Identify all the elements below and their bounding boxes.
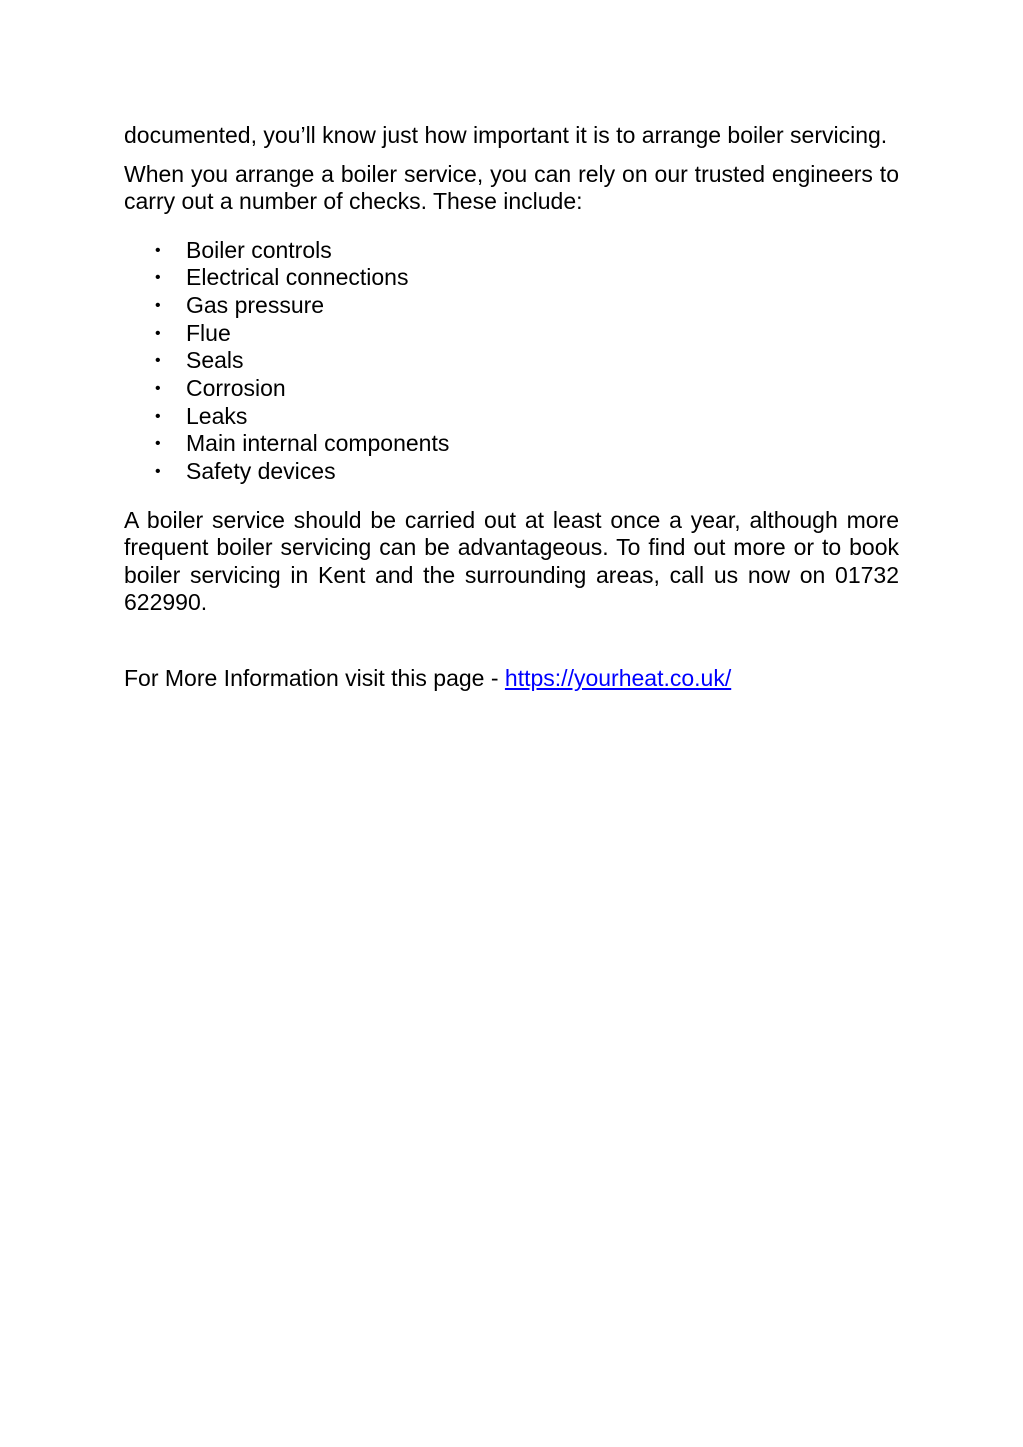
document-page bbox=[124, 122, 899, 692]
list-item bbox=[124, 430, 899, 458]
list-item-label: Gas pressure bbox=[186, 291, 325, 318]
list-item-label: Flue bbox=[186, 319, 231, 346]
list-item-label: Corrosion bbox=[186, 374, 286, 401]
bullet-icon: • bbox=[155, 269, 161, 287]
list-item bbox=[124, 458, 899, 486]
list-item-label: Electrical connections bbox=[186, 264, 409, 291]
list-item-label: Seals bbox=[186, 347, 244, 374]
bullet-icon: • bbox=[155, 463, 161, 480]
list-item bbox=[124, 375, 899, 403]
list-item bbox=[124, 264, 899, 292]
list-item bbox=[124, 292, 899, 320]
bullet-icon: • bbox=[155, 296, 161, 314]
closing-paragraph: A boiler service should be carried out at least once a year, although more frequent boiler servicing can be advantageous. To find out more or to book boiler servicing in Kent and the surrounding areas, call us now on 01732 622990. bbox=[124, 506, 899, 616]
more-info-line bbox=[124, 665, 899, 693]
bullet-icon: • bbox=[155, 379, 161, 397]
bullet-icon: • bbox=[155, 352, 161, 370]
list-item-label: Leaks bbox=[186, 402, 248, 429]
list-item bbox=[124, 403, 899, 431]
list-item-label: Boiler controls bbox=[186, 236, 332, 263]
intro-paragraph-1: documented, you’ll know just how important it is to arrange boiler servicing. bbox=[124, 122, 888, 148]
bullet-icon: • bbox=[155, 435, 161, 453]
list-item bbox=[124, 347, 899, 375]
list-item-label: Safety devices bbox=[186, 458, 336, 484]
list-item bbox=[124, 237, 899, 265]
more-info-prefix: For More Information visit this page - bbox=[124, 664, 505, 691]
website-link[interactable]: https://yourheat.co.uk/ bbox=[504, 664, 732, 691]
bullet-icon: • bbox=[155, 324, 161, 342]
bullet-icon: • bbox=[155, 241, 161, 259]
list-item bbox=[124, 320, 899, 348]
bullet-icon: • bbox=[155, 407, 161, 425]
intro-paragraph-2: When you arrange a boiler service, you can rely on our trusted engineers to carry out a number of checks. These include: bbox=[124, 160, 899, 214]
list-item-label: Main internal components bbox=[186, 430, 450, 457]
checks-list bbox=[124, 237, 899, 486]
